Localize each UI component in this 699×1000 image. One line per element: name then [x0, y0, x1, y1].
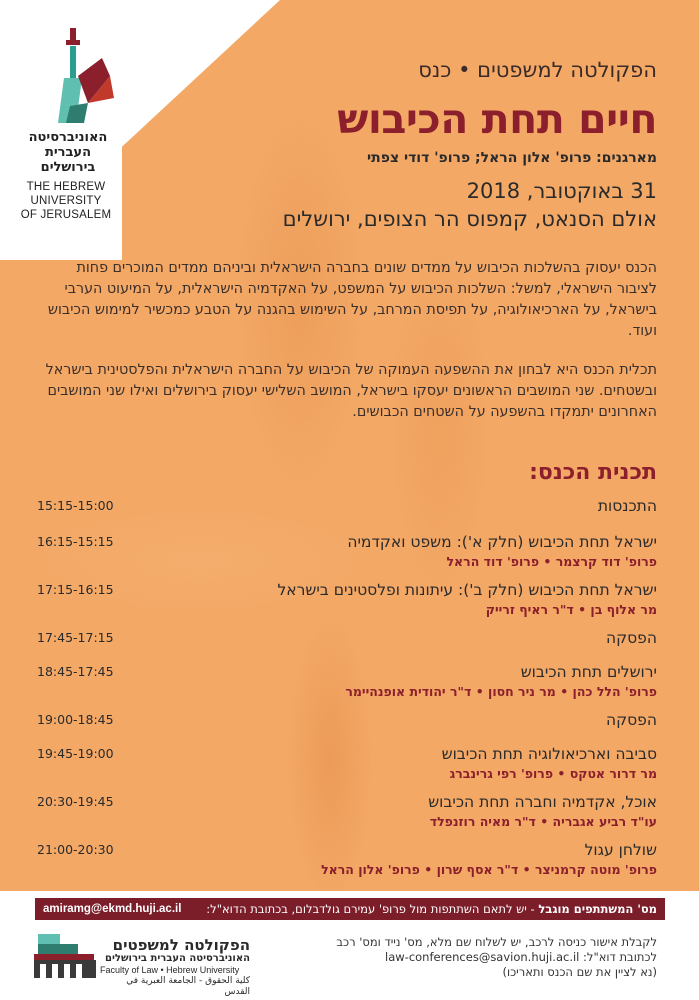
session-title: התכנסות: [597, 497, 657, 515]
session-row: [37, 495, 657, 531]
session-row: [37, 531, 657, 579]
footer-university-hebrew: האוניברסיטה העברית בירושלים: [104, 953, 250, 964]
program-schedule: [37, 495, 657, 887]
parking-note-line2: לכתובת דוא"ל: law-conferences@savion.huji.ac.il: [385, 950, 657, 964]
session-row: [37, 579, 657, 627]
session-title: הפסקה: [606, 629, 657, 647]
footer-faculty-arabic: كلية الحقوق - الجامعة العبرية في القدس: [126, 976, 250, 997]
uni-en-line3: OF JERUSALEM: [20, 209, 112, 221]
session-title: ישראל תחת הכיבוש (חלק א'): משפט ואקדמיה: [347, 533, 657, 551]
session-time: 20:30-19:45: [37, 794, 114, 809]
session-title: ירושלים תחת הכיבוש: [520, 663, 657, 681]
session-row: [37, 743, 657, 791]
faculty-of-law-logo: [30, 932, 102, 982]
uni-en-line2: UNIVERSITY: [30, 195, 102, 207]
session-speakers: פרופ' הלל כהן • מר ניר חסון • ד"ר יהודית אופנהיימר: [345, 684, 657, 699]
session-time: 17:15-16:15: [37, 582, 114, 597]
session-speakers: מר דרור אטקס • פרופ' רפי גרינברג: [449, 766, 657, 781]
hebrew-university-logo: [40, 18, 130, 128]
parking-note-line1: לקבלת אישור כניסה לרכב, יש לשלוח שם מלא, מס' נייד ומס' רכב: [336, 935, 657, 949]
session-time: 17:45-17:15: [37, 630, 114, 645]
conference-date: 31 באוקטובר, 2018: [466, 179, 657, 203]
session-title: הפסקה: [606, 711, 657, 729]
footer-faculty-block: [100, 937, 250, 998]
uni-he-line2: העברית: [44, 145, 92, 160]
footer-faculty-english: Faculty of Law • Hebrew University: [100, 965, 240, 975]
session-speakers: פרופ' מוטה קרמניצר • ד"ר אסף שרון • פרופ' אלון הראל: [321, 862, 657, 877]
session-row: [37, 661, 657, 709]
description-paragraph-2: תכלית הכנס היא לבחון את ההשפעה העמוקה של הכיבוש על החברה הישראלית והפלסטינית בישראל ובשטחים. שני המושבים הראשונים יעסקו בישראל, המושב השלישי יעסוק בירושלים ואילו שני המושבים האחרונים יתמקדו בהשפעה על השטחים הכבושים.: [45, 362, 657, 420]
session-row: [37, 627, 657, 661]
uni-he-line1: האוניברסיטה: [28, 130, 108, 145]
notice-text: - יש לתאם השתתפות מול פרופ' עמירם גולדבלום, בכתובת הדוא"ל:: [206, 902, 539, 916]
footer-faculty-hebrew: הפקולטה למשפטים: [112, 936, 250, 954]
session-title: ישראל תחת הכיבוש (חלק ב'): עיתונות ופלסטינים בישראל: [277, 581, 657, 599]
conference-venue: אולם הסנאט, קמפוס הר הצופים, ירושלים: [282, 207, 657, 231]
conference-title: חיים תחת הכיבוש: [337, 95, 657, 143]
session-time: 19:45-19:00: [37, 746, 114, 761]
session-time: 21:00-20:30: [37, 842, 114, 857]
description-paragraph-1: הכנס יעסוק בהשלכות הכיבוש על ממדים שונים בחברה הישראלית וביניהם ממדים המוכרים פחות לציבור הישראלי, למשל: השלכות הכיבוש על המשפט, על האקדמיה הישראלית, על המיעוט הערבי בישראל, על הארכיאולוגיה, על תפיסת המרחב, על השימוש בהגנה על הטבע כמכשיר למימוש הכיבוש ועוד.: [47, 260, 657, 339]
session-title: שולחן עגול: [584, 841, 657, 859]
session-row: [37, 839, 657, 887]
program-heading: תכנית הכנס:: [529, 460, 657, 485]
session-time: 16:15-15:15: [37, 534, 114, 549]
uni-he-line3: בירושלים: [40, 160, 96, 175]
session-speakers: עו"ד רביע אגבריה • ד"ר מאיה רוזנפלד: [429, 814, 657, 829]
university-name-english: [10, 180, 122, 222]
faculty-conference-label: הפקולטה למשפטים • כנס: [418, 58, 657, 82]
uni-en-line1: THE HEBREW: [26, 181, 106, 193]
session-speakers: פרופ' דוד קרצמר • פרופ' דוד הראל: [446, 554, 657, 569]
session-time: 18:45-17:45: [37, 664, 114, 679]
session-row: [37, 709, 657, 743]
session-speakers: מר אלוף בן • ד"ר ראיף זרייק: [485, 602, 657, 617]
session-title: סביבה וארכיאולוגיה תחת הכיבוש: [441, 745, 657, 763]
notice-lead: מס' המשתתפים מוגבל: [538, 902, 657, 916]
contact-email-link[interactable]: amiramg@ekmd.huji.ac.il: [43, 903, 182, 915]
organizers: מארגנים: פרופ' אלון הראל; פרופ' דודי צפתי: [367, 150, 657, 166]
session-time: 19:00-18:45: [37, 712, 114, 727]
registration-notice-bar: [35, 898, 665, 920]
parking-instructions: [277, 935, 657, 980]
session-time: 15:15-15:00: [37, 498, 114, 513]
session-title: אוכל, אקדמיה וחברה תחת הכיבוש: [428, 793, 657, 811]
parking-note-line3: (נא לציין את שם הכנס ותאריכו): [502, 965, 657, 979]
session-row: [37, 791, 657, 839]
university-name-hebrew: [18, 130, 118, 175]
